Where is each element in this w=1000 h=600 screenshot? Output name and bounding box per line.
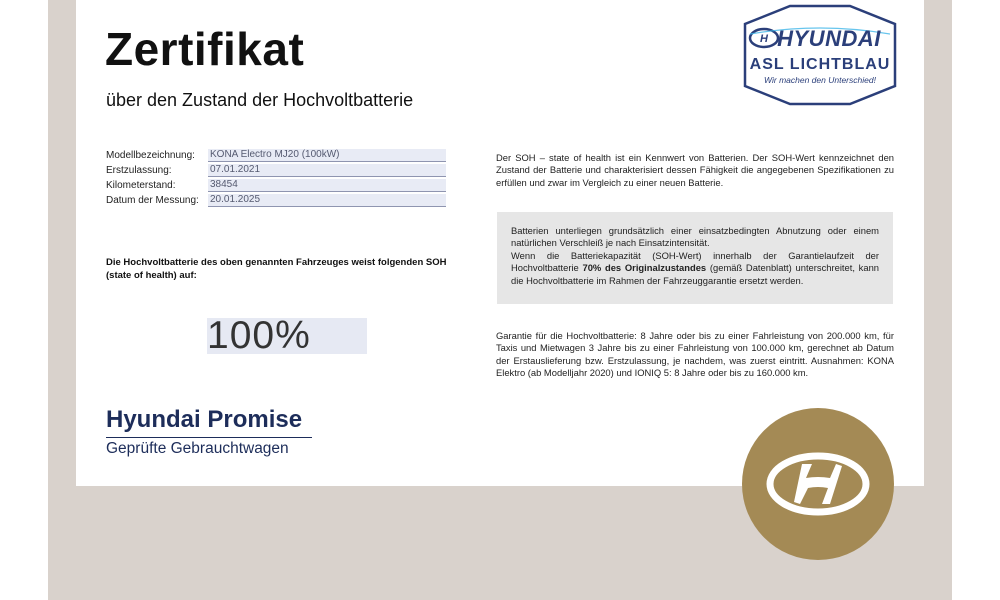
replacement-text-end: (gemäß Datenblatt) unterschreitet, kann die Hochvoltbatterie im Rahmen der Fahrzeuggarantie ersetzt werden. (511, 262, 879, 286)
field-label: Modellbezeichnung: (106, 150, 195, 161)
logo-brand: HYUNDAI (777, 26, 881, 51)
field-row-measurement-date (106, 193, 446, 208)
svg-text:H: H (760, 33, 768, 45)
field-value: 07.01.2021 (208, 164, 446, 177)
field-label: Kilometerstand: (106, 180, 176, 191)
field-value: 20.01.2025 (208, 194, 446, 207)
hyundai-logo-icon (740, 4, 900, 106)
soh-value: 100% (207, 314, 311, 357)
wear-notice: Batterien unterliegen grundsätzlich einer einsatzbedingten Abnutzung oder einem natürlichen Verschleiß je nach Einsatzintensität. (511, 225, 879, 249)
certificate-title: Zertifikat (105, 23, 305, 75)
field-value: KONA Electro MJ20 (100kW) (208, 149, 446, 162)
field-row-model (106, 148, 446, 163)
warranty-text: Garantie für die Hochvoltbatterie: 8 Jahre oder bis zu einer Fahrleistung von 200.000 km, für Taxis und Mietwagen 3 Jahre bis zu einer Fahrleistung von 100.000 km, gerechnet ab Datum der Erstauslieferung bzw. Erstzulassung, je nachdem, was zuerst eintritt. Ausnahmen: KONA Elektro (ab Modelljahr 2020) und IONIQ 5: 8 Jahre oder bis zu 160.000 km. (496, 330, 894, 379)
promise-divider (106, 437, 312, 438)
replacement-text-start: Wenn die Batteriekapazität (SOH-Wert) innerhalb der Garantielaufzeit der Hochvoltbatterie (511, 250, 879, 274)
certificate-subtitle: über den Zustand der Hochvoltbatterie (106, 90, 414, 110)
soh-explanation: Der SOH – state of health ist ein Kennwert von Batterien. Der SOH-Wert kennzeichnet den Zustand der Batterie und charakterisiert dessen Fähigkeit die angegebenen Spezifikationen zu erfüllen und zwar im Vergleich zu einer neuen Batterie. (496, 152, 894, 188)
hyundai-emblem (742, 408, 894, 560)
field-row-mileage (106, 178, 446, 193)
logo-dealer-name: ASL LICHTBLAU (749, 56, 891, 73)
replacement-notice (511, 250, 879, 287)
logo-slogan: Wir machen den Unterschied! (764, 75, 876, 85)
promise-title: Hyundai Promise (106, 406, 303, 433)
soh-description: Die Hochvoltbatterie des oben genannten Fahrzeuges weist folgenden SOH (state of health) auf: (106, 257, 447, 281)
field-value: 38454 (208, 179, 446, 192)
hyundai-emblem-icon (742, 408, 894, 560)
field-label: Datum der Messung: (106, 195, 199, 206)
field-row-registration (106, 163, 446, 178)
dealer-logo (740, 4, 900, 106)
promise-subtitle: Geprüfte Gebrauchtwagen (106, 440, 289, 457)
vehicle-fields (106, 148, 446, 208)
field-label: Erstzulassung: (106, 165, 172, 176)
threshold-highlight: 70% des Originalzustandes (582, 262, 707, 274)
